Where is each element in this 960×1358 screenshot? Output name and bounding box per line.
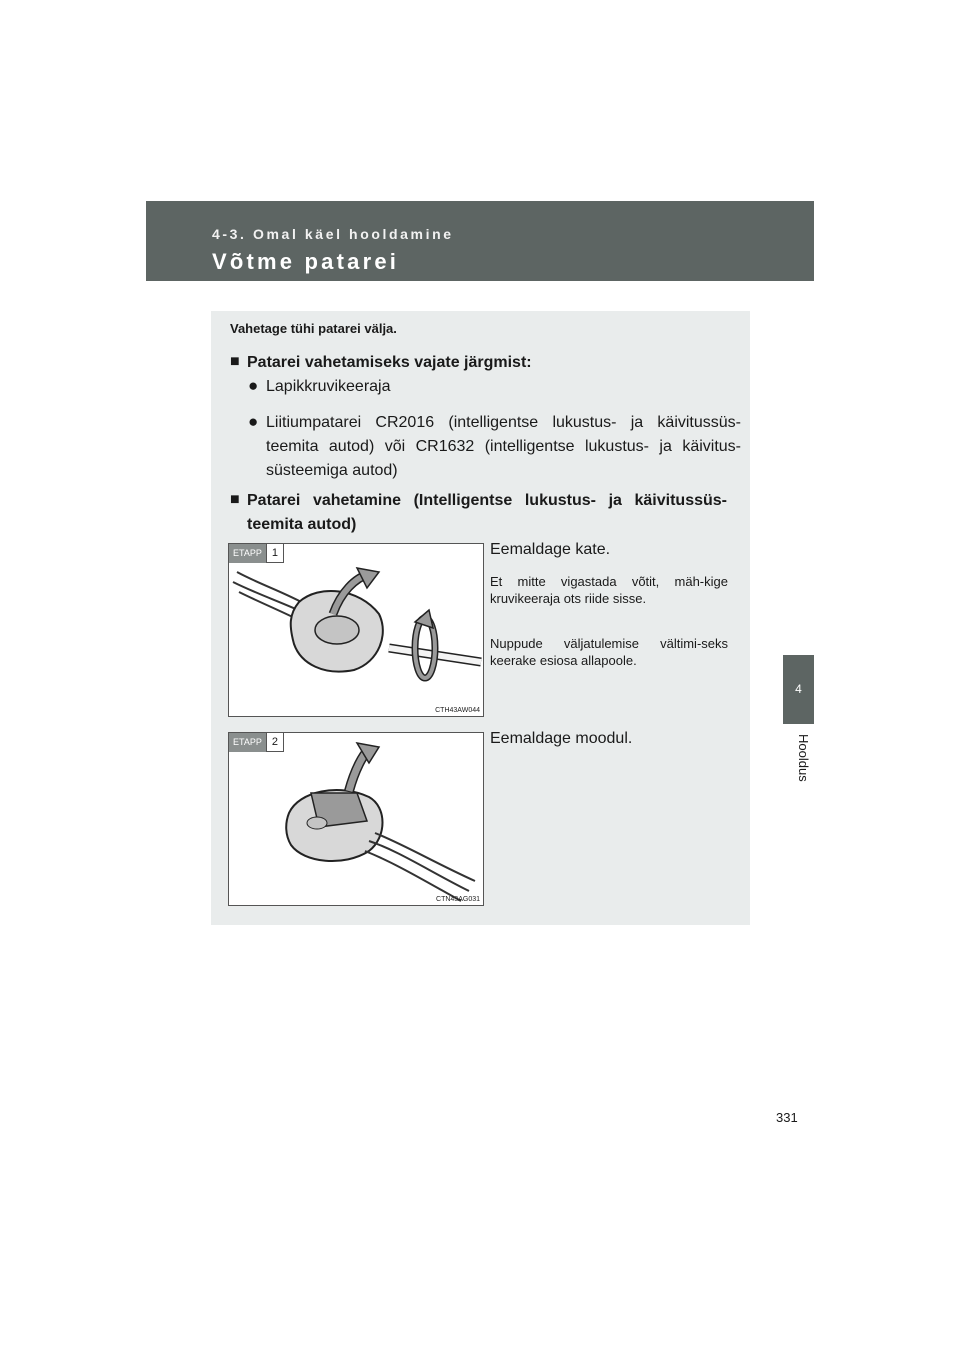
- needs-heading: Patarei vahetamiseks vajate järgmist:: [247, 354, 532, 371]
- step-1-note: Nuppude väljatulemise vältimi-seks keerake esiosa allapoole.: [490, 636, 728, 668]
- content-panel: [211, 311, 750, 925]
- page-title: Võtme patarei: [212, 249, 400, 274]
- step-badge: ETAPP 1: [229, 544, 284, 563]
- step-badge: ETAPP 2: [229, 733, 284, 752]
- figure-code: CTN43AG031: [436, 896, 480, 903]
- figure-step-2: [228, 732, 484, 906]
- figure-code: CTH43AW044: [435, 707, 480, 714]
- step-1-text: Eemaldage kate.: [490, 541, 611, 558]
- chapter-tab-label: Hooldus: [796, 734, 811, 782]
- black-circle-icon: ●: [248, 412, 259, 431]
- replace-heading: Patarei vahetamine (Intelligentse lukustus- ja käivitussüs-teemita autod): [247, 492, 727, 533]
- chapter-header: [146, 201, 814, 281]
- figure-step-1: [228, 543, 484, 717]
- chapter-tab: 4: [783, 655, 814, 724]
- black-square-icon: ■: [230, 491, 240, 508]
- key-cover-removal-illustration: [229, 544, 483, 716]
- section-title: 4-3. Omal käel hooldamine: [212, 226, 454, 242]
- step-2-text: Eemaldage moodul.: [490, 730, 633, 747]
- page-number: 331: [776, 1110, 798, 1125]
- list-item: Liitiumpatarei CR2016 (intelligentse lukustus- ja käivitussüs-teemita autod) või CR1632 (intelligentse lukustus- ja käivitus-süsteemiga autod): [266, 414, 741, 479]
- list-item: Lapikkruvikeeraja: [266, 378, 391, 395]
- key-module-removal-illustration: [229, 733, 483, 905]
- black-circle-icon: ●: [248, 376, 259, 395]
- intro-text: Vahetage tühi patarei välja.: [230, 321, 397, 336]
- step-1-note: Et mitte vigastada võtit, mäh-kige kruvikeeraja ots riide sisse.: [490, 574, 728, 606]
- black-square-icon: ■: [230, 353, 240, 370]
